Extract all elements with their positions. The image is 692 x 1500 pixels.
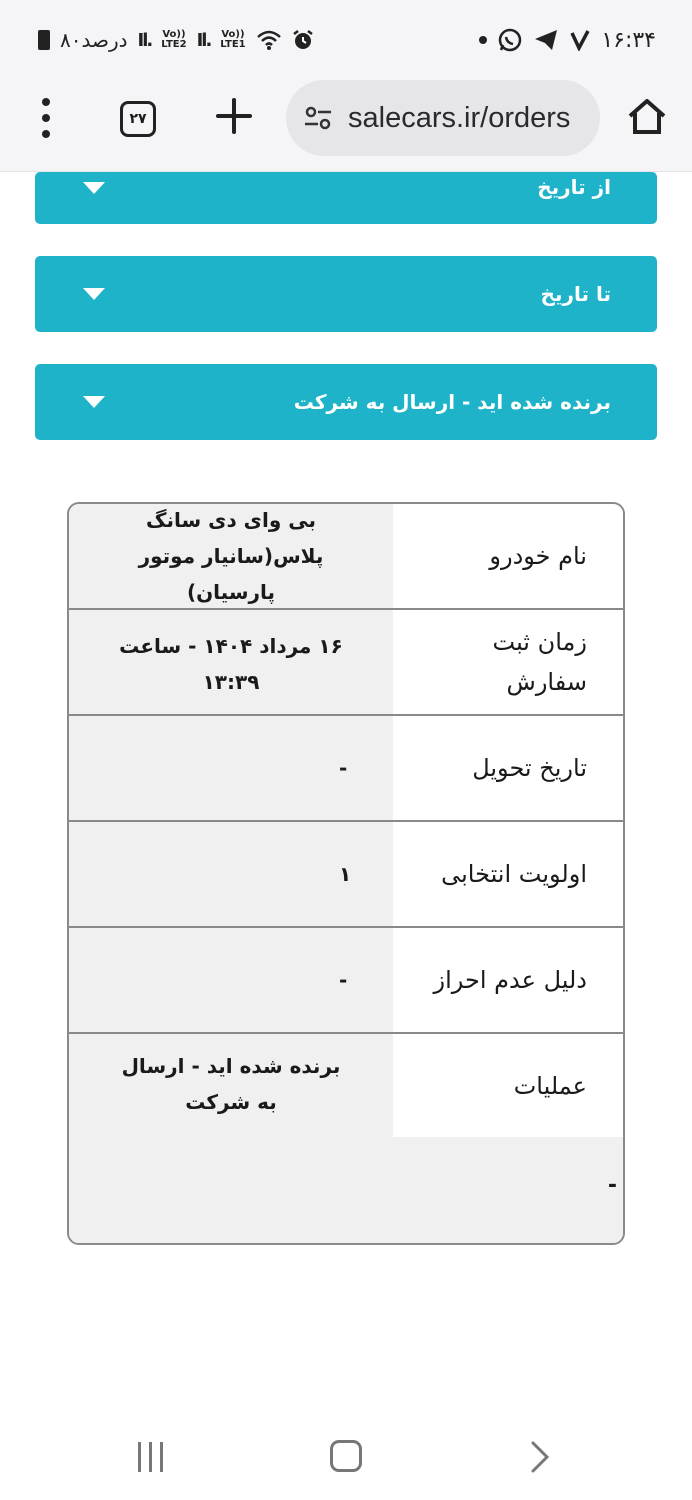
filter-from-date-label: از تاریخ — [537, 175, 611, 199]
tab-count: ۲۷ — [129, 111, 147, 127]
checkmark-icon — [569, 29, 591, 51]
row-key: عملیات — [391, 1034, 623, 1138]
status-bar — [0, 0, 692, 80]
recent-line — [160, 1442, 163, 1472]
row-key: تاریخ تحویل — [391, 716, 623, 820]
footer-value: - — [607, 1173, 617, 1198]
recent-apps-icon[interactable] — [138, 1442, 163, 1472]
notification-dot-icon — [479, 36, 487, 44]
browser-toolbar — [0, 80, 692, 172]
menu-dot — [42, 98, 50, 106]
new-tab-plus-icon[interactable] — [214, 96, 254, 136]
table-row — [69, 1034, 623, 1140]
filter-to-date-label: تا تاریخ — [540, 282, 611, 306]
lte2-label: LTE2 — [161, 39, 187, 50]
filter-status-label: برنده شده اید - ارسال به شرکت — [293, 390, 611, 414]
home-icon[interactable] — [626, 96, 668, 138]
row-value: بی وای دی سانگ پلاس(سانیار موتور پارسیان) — [69, 504, 393, 608]
wifi-icon — [256, 29, 282, 51]
row-value: ۱ — [69, 822, 393, 926]
tabs-button[interactable] — [120, 101, 156, 137]
recent-line — [149, 1442, 152, 1472]
alarm-icon — [292, 29, 314, 51]
signal-2-icon: Il. — [137, 29, 152, 51]
filter-to-date[interactable] — [35, 256, 657, 332]
chevron-down-icon — [83, 396, 105, 408]
nav-home-icon[interactable] — [330, 1440, 362, 1472]
row-key: دلیل عدم احراز — [391, 928, 623, 1032]
url-text[interactable]: salecars.ir/orders — [348, 101, 571, 134]
volte-label: Vo)) — [162, 29, 186, 40]
filter-status[interactable] — [35, 364, 657, 440]
system-nav-bar — [0, 1410, 692, 1500]
status-left — [38, 28, 314, 52]
signal-1-icon: Il. — [196, 29, 211, 51]
chevron-down-icon — [83, 288, 105, 300]
row-value: برنده شده اید - ارسال به شرکت — [69, 1034, 393, 1138]
row-key: اولویت انتخابی — [391, 822, 623, 926]
address-bar[interactable] — [286, 80, 600, 156]
table-row — [69, 822, 623, 928]
row-value: ۱۶ مرداد ۱۴۰۴ - ساعت ۱۳:۳۹ — [69, 610, 393, 714]
table-row — [69, 504, 623, 610]
battery-icon — [38, 30, 50, 50]
row-key: نام خودرو — [391, 504, 623, 608]
table-row — [69, 610, 623, 716]
order-detail-table — [67, 502, 625, 1245]
row-key: زمان ثبت سفارش — [391, 610, 623, 714]
lte2-icon — [161, 30, 186, 50]
row-value: - — [69, 928, 393, 1032]
table-row — [69, 928, 623, 1034]
menu-dot — [42, 114, 50, 122]
battery-text: ۸۰درصد — [60, 28, 128, 52]
status-right — [479, 27, 656, 53]
tune-icon[interactable] — [302, 102, 334, 134]
whatsapp-icon — [497, 27, 523, 53]
menu-dot — [42, 130, 50, 138]
telegram-icon — [533, 28, 559, 52]
row-value: - — [69, 716, 393, 820]
menu-dots-icon[interactable] — [38, 98, 54, 138]
table-row — [69, 716, 623, 822]
recent-line — [138, 1442, 141, 1472]
chevron-down-icon — [83, 182, 105, 194]
volte-label-1: Vo)) — [221, 29, 245, 40]
table-footer-row — [69, 1137, 623, 1243]
lte1-icon — [220, 30, 245, 50]
clock: ۱۶:۳۴ — [601, 27, 656, 53]
filter-from-date[interactable] — [35, 172, 657, 224]
back-chevron-icon[interactable] — [527, 1440, 555, 1474]
lte1-label: LTE1 — [220, 39, 246, 50]
